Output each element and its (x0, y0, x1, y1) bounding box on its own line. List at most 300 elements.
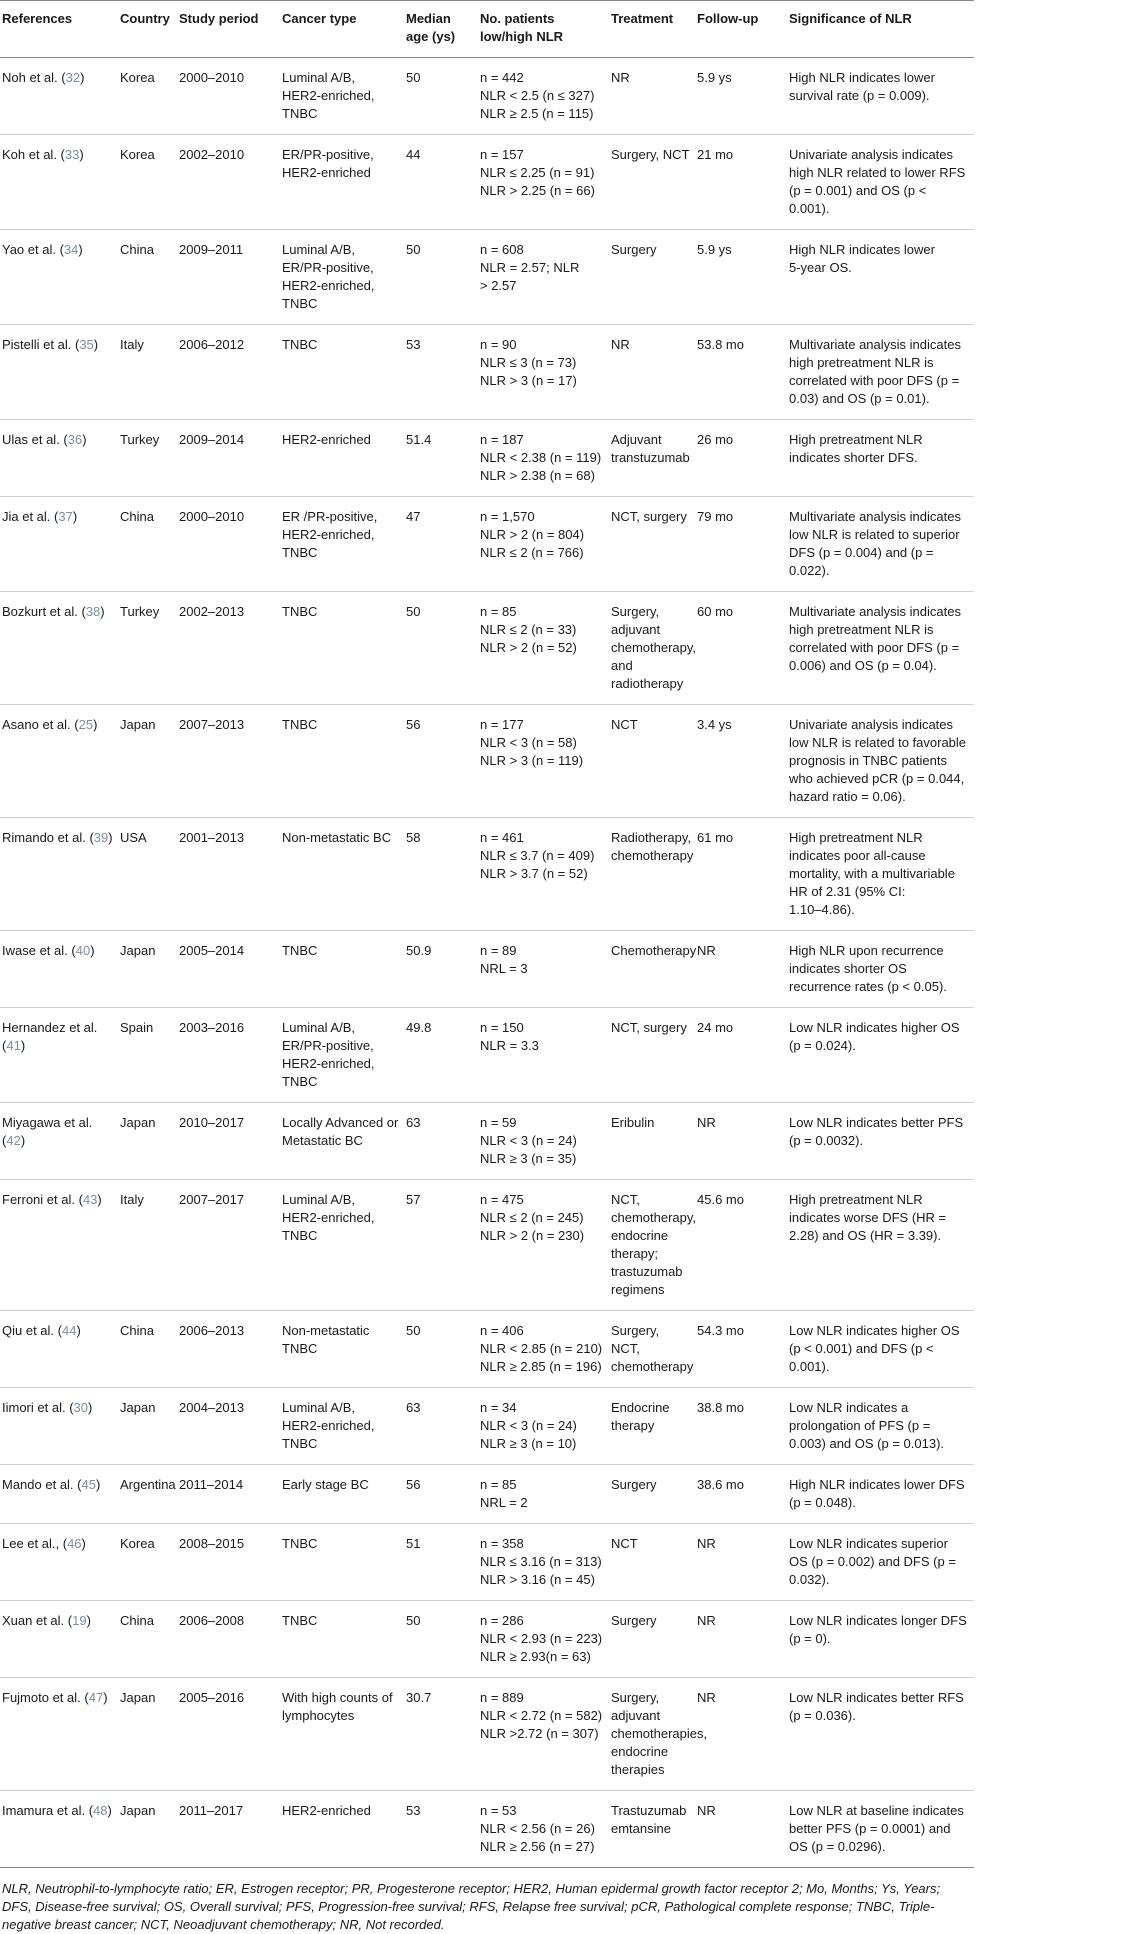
reference-link[interactable]: 30 (73, 1400, 88, 1415)
patients-line: n = 89 (480, 943, 517, 958)
cell-treatment (609, 1465, 695, 1524)
cell-study-period: 2010–2017 (179, 1115, 245, 1130)
cell-significance (787, 1311, 974, 1388)
treatment-line: NCT, surgery (611, 1020, 687, 1035)
cell-patients (478, 1388, 609, 1465)
reference-author: Iwase et al. (2, 943, 68, 958)
cancer-type-line: TNBC (282, 1613, 318, 1628)
treatment-line: Surgery (611, 242, 657, 257)
cell-country: Korea (120, 70, 155, 85)
cell-reference: Iimori et al. (30) (2, 1400, 93, 1415)
patients-line: NLR < 2.93 (n = 223) (480, 1631, 603, 1646)
cell-median-age: 51 (406, 1536, 421, 1551)
table-row (0, 1524, 974, 1601)
reference-link[interactable]: 32 (65, 70, 81, 85)
cell-country: Italy (120, 337, 144, 352)
significance-line: High pretreatment NLR (789, 830, 923, 845)
cell-follow-up: 45.6 mo (697, 1192, 744, 1207)
cell-study-period: 2006–2012 (179, 337, 245, 352)
treatment-line: Surgery (611, 1477, 657, 1492)
header-treatment: Treatment (611, 11, 674, 26)
cell-median-age: 44 (406, 147, 421, 162)
significance-line: 0.03) and OS (p = 0.01). (789, 391, 930, 406)
table-row (0, 497, 974, 592)
patients-line: NLR > 3 (n = 17) (480, 373, 577, 388)
significance-line: (p = 0.048). (789, 1495, 856, 1510)
cancer-type-line: HER2-enriched, (282, 278, 375, 293)
reference-link[interactable]: 37 (58, 509, 73, 524)
cell-follow-up: NR (697, 1613, 716, 1628)
cell-median-age: 49.8 (406, 1020, 432, 1035)
significance-line: 0.001). (789, 201, 830, 216)
significance-line: Low NLR at baseline indicates (789, 1803, 964, 1818)
reference-author: Iimori et al. (2, 1400, 66, 1415)
cell-significance (787, 1465, 974, 1524)
reference-link[interactable]: 39 (93, 830, 109, 845)
cell-significance (787, 58, 974, 135)
patients-line: NLR ≤ 2.25 (n = 91) (480, 165, 595, 180)
cancer-type-line: ER /PR-positive, (282, 509, 378, 524)
table-row (0, 420, 974, 497)
cancer-type-line: TNBC (282, 943, 318, 958)
patients-line: NLR ≥ 3 (n = 10) (480, 1436, 577, 1451)
cell-reference: Miyagawa et al. (42) (2, 1115, 93, 1148)
cancer-type-line: HER2-enriched (282, 1803, 371, 1818)
cell-median-age: 50 (406, 70, 421, 85)
table-row (0, 230, 974, 325)
patients-line: NLR ≥ 2.56 (n = 27) (480, 1839, 595, 1854)
significance-line: Low NLR indicates a (789, 1400, 909, 1415)
cell-study-period: 2006–2013 (179, 1323, 245, 1338)
cell-patients (478, 420, 609, 497)
patients-line: NLR < 2.5 (n ≤ 327) (480, 88, 595, 103)
cell-patients (478, 1465, 609, 1524)
cell-median-age: 63 (406, 1115, 421, 1130)
table-footnote: NLR, Neutrophil-to-lymphocyte ratio; ER, Estrogen receptor; PR, Progesterone receptor; HER2, Human epidermal growth factor receptor 2; Mo, Months; Ys, Years; DFS, Disease-free survival; OS, Overall survival; PFS, Progression-free survival; RFS, Relapse free survival; pCR, Pathological complete response; TNBC, Triple-negative breast cancer; NCT, Neoadjuvant chemotherapy; NR, Not recorded. (2, 1881, 941, 1932)
significance-line: Multivariate analysis indicates (789, 604, 961, 619)
cell-study-period: 2000–2010 (179, 70, 245, 85)
header-cancer-type: Cancer type (282, 11, 357, 26)
reference-author: Lee et al., (2, 1536, 60, 1551)
patients-line: NLR < 3 (n = 24) (480, 1133, 577, 1148)
patients-line: n = 59 (480, 1115, 517, 1130)
cell-cancer-type (280, 325, 404, 420)
cell-country: China (120, 509, 154, 524)
cell-significance (787, 135, 974, 230)
patients-line: n = 608 (480, 242, 524, 257)
cancer-type-line: HER2-enriched (282, 432, 371, 447)
reference-link[interactable]: 43 (82, 1192, 98, 1207)
cell-median-age: 53 (406, 1803, 421, 1818)
table-row (0, 1180, 974, 1311)
significance-line: (p = 0.036). (789, 1708, 856, 1723)
cell-patients (478, 1311, 609, 1388)
cell-follow-up: NR (697, 1690, 716, 1705)
treatment-line: trastuzumab (611, 1264, 683, 1279)
cell-patients (478, 497, 609, 592)
patients-line: NLR ≤ 2 (n = 245) (480, 1210, 584, 1225)
cell-country: Japan (120, 1803, 156, 1818)
cancer-type-line: Luminal A/B, (282, 1192, 355, 1207)
patients-line: NLR ≤ 2 (n = 766) (480, 545, 584, 560)
cell-follow-up: 24 mo (697, 1020, 734, 1035)
treatment-line: chemotherapies, (611, 1726, 708, 1741)
cell-cancer-type (280, 818, 404, 931)
cancer-type-line: Luminal A/B, (282, 1020, 355, 1035)
significance-line: High NLR upon recurrence (789, 943, 944, 958)
cell-country: Japan (120, 943, 156, 958)
cancer-type-line: Non-metastatic (282, 1323, 370, 1338)
cell-reference: Mando et al. (45) (2, 1477, 101, 1492)
cell-treatment (609, 420, 695, 497)
significance-line: (p = 0). (789, 1631, 831, 1646)
cell-country: Japan (120, 1690, 156, 1705)
significance-line: HR of 2.31 (95% CI: (789, 884, 906, 899)
patients-line: n = 358 (480, 1536, 524, 1551)
cell-country: Japan (120, 717, 156, 732)
patients-line: NLR ≥ 2.85 (n = 196) (480, 1359, 602, 1374)
patients-line: NLR ≤ 2 (n = 33) (480, 622, 577, 637)
reference-link[interactable]: 41 (6, 1038, 21, 1053)
cell-cancer-type (280, 1180, 404, 1311)
cancer-type-line: TNBC (282, 337, 318, 352)
cell-follow-up: NR (697, 1536, 716, 1551)
cell-cancer-type (280, 1311, 404, 1388)
treatment-line: Surgery, (611, 1690, 660, 1705)
cell-treatment (609, 58, 695, 135)
header-row (0, 1, 974, 58)
significance-line: 2.28) and OS (HR = 3.39). (789, 1228, 942, 1243)
cell-significance (787, 705, 974, 818)
reference-link[interactable]: 38 (85, 604, 101, 619)
treatment-line: NCT, (611, 1192, 640, 1207)
cell-reference: Xuan et al. (19) (2, 1613, 91, 1628)
patients-line: n = 157 (480, 147, 524, 162)
cell-significance (787, 1008, 974, 1103)
reference-author: Qiu et al. (2, 1323, 55, 1338)
cell-patients (478, 705, 609, 818)
cell-median-age: 56 (406, 1477, 421, 1492)
significance-line: indicates shorter DFS. (789, 450, 918, 465)
cell-median-age: 57 (406, 1192, 421, 1207)
reference-author: Ulas et al. (2, 432, 60, 447)
cell-reference: Rimando et al. (39) (2, 830, 113, 845)
table-row (0, 325, 974, 420)
treatment-line: NCT (611, 1536, 638, 1551)
patients-line: NRL = 3 (480, 961, 528, 976)
patients-line: n = 85 (480, 604, 517, 619)
reference-link[interactable]: 35 (79, 337, 94, 352)
reference-link[interactable]: 19 (72, 1613, 87, 1628)
treatment-line: NR (611, 337, 630, 352)
treatment-line: Adjuvant (611, 432, 662, 447)
cell-significance (787, 1180, 974, 1311)
cancer-type-line: Early stage BC (282, 1477, 369, 1492)
cell-patients (478, 230, 609, 325)
patients-line: NLR ≥ 2.5 (n = 115) (480, 106, 594, 121)
cell-cancer-type (280, 1008, 404, 1103)
cell-median-age: 47 (406, 509, 421, 524)
significance-line: (p < 0.001) and DFS (p < (789, 1341, 934, 1356)
patients-line: NLR > 2 (n = 230) (480, 1228, 585, 1243)
significance-line: 0.022). (789, 563, 830, 578)
cancer-type-line: Luminal A/B, (282, 242, 355, 257)
reference-author: Bozkurt et al. (2, 604, 78, 619)
table-header (0, 1, 974, 58)
treatment-line: endocrine (611, 1744, 669, 1759)
reference-author: Noh et al. (2, 70, 58, 85)
patients-line: NLR < 2.85 (n = 210) (480, 1341, 603, 1356)
patients-line: NLR > 2.38 (n = 68) (480, 468, 595, 483)
cell-study-period: 2011–2017 (179, 1803, 244, 1818)
reference-link[interactable]: 47 (88, 1690, 104, 1705)
cell-treatment (609, 1791, 695, 1868)
cell-median-age: 50 (406, 1323, 421, 1338)
header-country: Country (120, 11, 170, 26)
table-row (0, 1678, 974, 1791)
table-row (0, 592, 974, 705)
significance-line: who achieved pCR (p = 0.044, (789, 771, 965, 786)
patients-line: NLR > 3.16 (n = 45) (480, 1572, 595, 1587)
patients-line: n = 34 (480, 1400, 517, 1415)
cell-significance (787, 1103, 974, 1180)
reference-link[interactable]: 25 (78, 717, 94, 732)
significance-line: prognosis in TNBC patients (789, 753, 948, 768)
cell-significance (787, 420, 974, 497)
reference-link[interactable]: 44 (61, 1323, 77, 1338)
significance-line: Multivariate analysis indicates (789, 337, 961, 352)
cancer-type-line: TNBC (282, 1341, 318, 1356)
reference-author: Pistelli et al. (2, 337, 72, 352)
cell-significance (787, 931, 974, 1008)
patients-line: n = 286 (480, 1613, 524, 1628)
cell-reference: Lee et al., (46) (2, 1536, 86, 1551)
reference-author: Miyagawa et al. (2, 1115, 93, 1130)
table-row (0, 931, 974, 1008)
cell-patients (478, 325, 609, 420)
cancer-type-line: TNBC (282, 106, 318, 121)
significance-line: High NLR indicates lower (789, 70, 935, 85)
reference-link[interactable]: 48 (93, 1803, 108, 1818)
patients-line: NLR > 3.7 (n = 52) (480, 866, 588, 881)
patients-line: NLR ≤ 3.7 (n = 409) (480, 848, 595, 863)
patients-line: NRL = 2 (480, 1495, 528, 1510)
header-references: References (2, 11, 73, 26)
cancer-type-line: ER/PR-positive, (282, 260, 374, 275)
cell-study-period: 2008–2015 (179, 1536, 245, 1551)
reference-link[interactable]: 42 (6, 1133, 21, 1148)
cell-reference: Qiu et al. (44) (2, 1323, 81, 1338)
header-significance: Significance of NLR (789, 11, 912, 26)
treatment-line: chemotherapy, (611, 1210, 697, 1225)
cell-significance (787, 1524, 974, 1601)
cell-patients (478, 58, 609, 135)
significance-line: Low NLR indicates better PFS (789, 1115, 964, 1130)
cell-reference: Jia et al. (37) (2, 509, 78, 524)
treatment-line: regimens (611, 1282, 665, 1297)
significance-line: High NLR indicates lower (789, 242, 935, 257)
cell-follow-up: 79 mo (697, 509, 734, 524)
significance-line: Low NLR indicates better RFS (789, 1690, 964, 1705)
significance-line: mortality, with a multivariable (789, 866, 955, 881)
cell-follow-up: 5.9 ys (697, 70, 732, 85)
cell-treatment (609, 497, 695, 592)
cell-significance (787, 230, 974, 325)
patients-line: NLR = 2.57; NLR (480, 260, 580, 275)
header-median-age: Median age (ys) (406, 11, 456, 44)
cell-cancer-type (280, 1601, 404, 1678)
significance-line: Univariate analysis indicates (789, 147, 954, 162)
cell-cancer-type (280, 135, 404, 230)
treatment-line: adjuvant (611, 1708, 661, 1723)
patients-line: NLR > 3 (n = 119) (480, 753, 584, 768)
cell-reference: Asano et al. (25) (2, 717, 98, 732)
table-row (0, 1103, 974, 1180)
cell-treatment (609, 135, 695, 230)
treatment-line: Radiotherapy, (611, 830, 691, 845)
significance-line: hazard ratio = 0.06). (789, 789, 906, 804)
cell-significance (787, 1791, 974, 1868)
significance-line: OS (p = 0.0296). (789, 1839, 886, 1854)
cell-cancer-type (280, 420, 404, 497)
significance-line: Univariate analysis indicates (789, 717, 954, 732)
treatment-line: Trastuzumab (611, 1803, 687, 1818)
treatment-line: chemotherapy (611, 1359, 694, 1374)
cancer-type-line: HER2-enriched, (282, 527, 375, 542)
patients-line: NLR ≥ 3 (n = 35) (480, 1151, 577, 1166)
significance-line: Low NLR indicates higher OS (789, 1323, 960, 1338)
significance-line: 0.001). (789, 1359, 830, 1374)
cell-median-age: 56 (406, 717, 421, 732)
treatment-line: adjuvant (611, 622, 661, 637)
cancer-type-line: ER/PR-positive, (282, 1038, 374, 1053)
significance-line: (p = 0.024). (789, 1038, 856, 1053)
significance-line: 5-year OS. (789, 260, 852, 275)
cell-reference: Yao et al. (34) (2, 242, 83, 257)
significance-line: High pretreatment NLR (789, 432, 923, 447)
cell-treatment (609, 1388, 695, 1465)
cancer-type-line: HER2-enriched (282, 165, 371, 180)
cell-patients (478, 1103, 609, 1180)
reference-link[interactable]: 40 (75, 943, 91, 958)
patients-line: NLR > 2.25 (n = 66) (480, 183, 595, 198)
cell-patients (478, 931, 609, 1008)
table-row (0, 705, 974, 818)
significance-line: High pretreatment NLR (789, 1192, 923, 1207)
treatment-line: and (611, 658, 633, 673)
cell-median-age: 50.9 (406, 943, 432, 958)
cell-patients (478, 135, 609, 230)
cell-cancer-type (280, 592, 404, 705)
reference-link[interactable]: 34 (63, 242, 79, 257)
cell-cancer-type (280, 1524, 404, 1601)
reference-author: Koh et al. (2, 147, 57, 162)
cell-follow-up: 53.8 mo (697, 337, 744, 352)
reference-author: Yao et al. (2, 242, 56, 257)
treatment-line: chemotherapy, (611, 640, 697, 655)
treatment-line: endocrine (611, 1228, 669, 1243)
cancer-type-line: TNBC (282, 604, 318, 619)
cancer-type-line: TNBC (282, 1536, 318, 1551)
cell-treatment (609, 1180, 695, 1311)
reference-link[interactable]: 33 (64, 147, 80, 162)
significance-line: indicates worse DFS (HR = (789, 1210, 947, 1225)
patients-line: n = 406 (480, 1323, 524, 1338)
reference-author: Imamura et al. (2, 1803, 86, 1818)
significance-line: High NLR indicates lower DFS (789, 1477, 965, 1492)
significance-line: high pretreatment NLR is (789, 622, 934, 637)
reference-link[interactable]: 46 (67, 1536, 82, 1551)
cell-median-age: 50 (406, 242, 421, 257)
cell-country: Turkey (120, 432, 160, 447)
treatment-line: chemotherapy (611, 848, 694, 863)
treatment-line: Surgery, (611, 604, 660, 619)
cell-cancer-type (280, 58, 404, 135)
patients-line: n = 150 (480, 1020, 524, 1035)
cell-treatment (609, 1103, 695, 1180)
significance-line: indicates poor all-cause (789, 848, 926, 863)
cell-study-period: 2002–2013 (179, 604, 245, 619)
cell-follow-up: 21 mo (697, 147, 734, 162)
cancer-type-line: Locally Advanced or (282, 1115, 399, 1130)
patients-line: n = 177 (480, 717, 524, 732)
treatment-line: Chemotherapy (611, 943, 697, 958)
patients-line: n = 461 (480, 830, 524, 845)
reference-link[interactable]: 45 (81, 1477, 96, 1492)
significance-line: prolongation of PFS (p = (789, 1418, 931, 1433)
cancer-type-line: Luminal A/B, (282, 70, 355, 85)
cell-reference: Hernandez et al. (41) (2, 1020, 98, 1053)
cancer-type-line: TNBC (282, 717, 318, 732)
significance-line: indicates shorter OS (789, 961, 907, 976)
cell-cancer-type (280, 230, 404, 325)
significance-line: Multivariate analysis indicates (789, 509, 961, 524)
cell-patients (478, 1008, 609, 1103)
patients-line: NLR ≥ 2.93(n = 63) (480, 1649, 591, 1664)
patients-line: n = 187 (480, 432, 524, 447)
table-row (0, 1008, 974, 1103)
cell-cancer-type (280, 1388, 404, 1465)
cell-study-period: 2009–2014 (179, 432, 245, 447)
patients-line: NLR < 2.72 (n = 582) (480, 1708, 603, 1723)
treatment-line: Endocrine (611, 1400, 670, 1415)
significance-line: better PFS (p = 0.0001) and (789, 1821, 951, 1836)
cancer-type-line: HER2-enriched, (282, 88, 375, 103)
table-row (0, 818, 974, 931)
cell-treatment (609, 1311, 695, 1388)
reference-link[interactable]: 36 (67, 432, 83, 447)
patients-line: NLR > 2 (n = 52) (480, 640, 577, 655)
cell-country: Turkey (120, 604, 160, 619)
treatment-line: therapy; (611, 1246, 658, 1261)
cancer-type-line: Metastatic BC (282, 1133, 363, 1148)
table-body (0, 58, 974, 1868)
reference-author: Jia et al. (2, 509, 51, 524)
header-patients: No. patients low/high NLR (480, 11, 564, 44)
reference-author: Ferroni et al. (2, 1192, 75, 1207)
cell-median-age: 58 (406, 830, 421, 845)
cancer-type-line: HER2-enriched, (282, 1210, 375, 1225)
patients-line: NLR > 2 (n = 804) (480, 527, 585, 542)
treatment-line: transtuzumab (611, 450, 690, 465)
treatment-line: Eribulin (611, 1115, 655, 1130)
reference-author: Hernandez et al. (2, 1020, 98, 1035)
cell-follow-up: NR (697, 1115, 716, 1130)
treatment-line: therapies (611, 1762, 665, 1777)
cell-country: China (120, 1323, 154, 1338)
cell-significance (787, 592, 974, 705)
treatment-line: NCT, surgery (611, 509, 687, 524)
